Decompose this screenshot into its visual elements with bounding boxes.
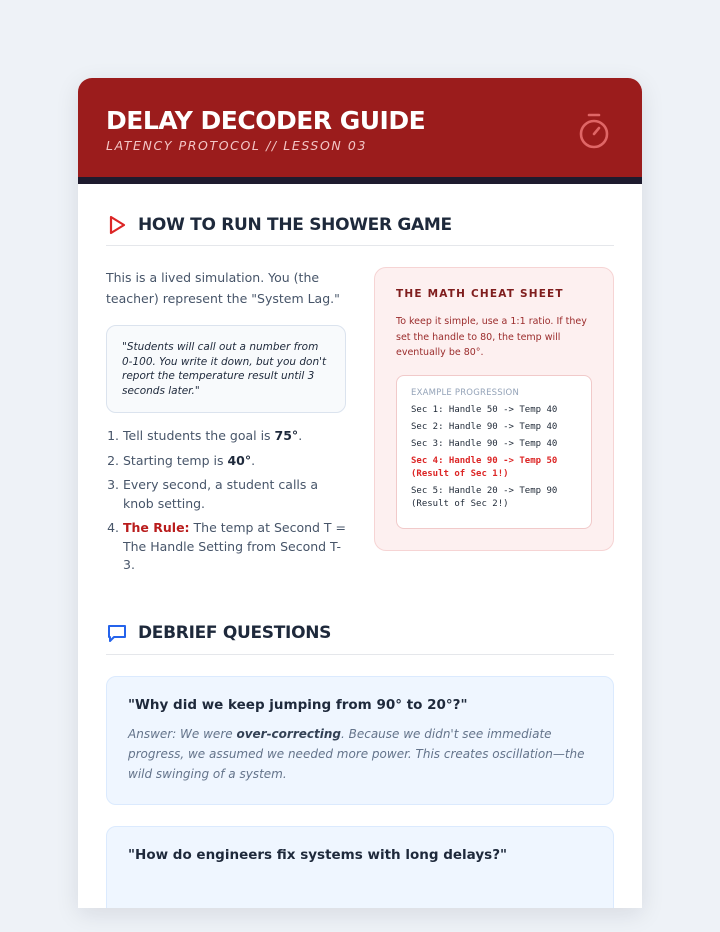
section-header-how-to-run (106, 184, 614, 246)
example-progression (396, 375, 592, 529)
list-item: 3. Every second, a student calls a knob setting. (123, 476, 346, 513)
section-title: HOW TO RUN THE SHOWER GAME (138, 214, 452, 235)
progression-line: Sec 3: Handle 90 -> Temp 40 (411, 438, 558, 449)
progression-line: Sec 2: Handle 90 -> Temp 40 (411, 421, 558, 432)
steps-list (106, 427, 346, 575)
list-item: 2. Starting temp is 40°. (123, 452, 346, 471)
debrief-question-card (106, 826, 614, 909)
debrief-question-card (106, 676, 614, 805)
intro-text: This is a lived simulation. You (the teacher) represent the "System Lag." (106, 270, 340, 306)
progression-label: EXAMPLE PROGRESSION (411, 387, 520, 398)
page-subtitle: LATENCY PROTOCOL // LESSON 03 (106, 138, 368, 153)
instruction-quote: "Students will call out a number from 0-100. You write it down, but you don't report the temperature result until 3 seconds later." (106, 325, 346, 413)
cheat-sheet-title: THE MATH CHEAT SHEET (396, 288, 564, 300)
chat-icon (106, 622, 128, 644)
page-title: DELAY DECODER GUIDE (106, 106, 426, 135)
play-icon (106, 214, 128, 236)
answer-text: Answer: We were over-correcting. Because we didn't see immediate progress, we assumed we needed more power. This creates oscillation—the wild swinging of a system. (128, 726, 585, 781)
section-title: DEBRIEF QUESTIONS (138, 623, 332, 643)
cheat-sheet-text: To keep it simple, use a 1:1 ratio. If they set the handle to 80, the temp will eventually be 80°. (396, 316, 587, 358)
list-item: 1. Tell students the goal is 75°. (123, 427, 346, 446)
list-item: 4. The Rule: The temp at Second T = The Handle Setting from Second T-3. (123, 519, 346, 575)
question-text: "How do engineers fix systems with long delays?" (128, 846, 508, 863)
math-cheat-sheet (374, 267, 614, 551)
progression-line: Sec 5: Handle 20 -> Temp 90 (Result of Sec 2!) (411, 485, 558, 509)
question-text: "Why did we keep jumping from 90° to 20°?" (128, 696, 468, 713)
header-banner (78, 78, 642, 184)
progression-line: Sec 1: Handle 50 -> Temp 40 (411, 404, 558, 415)
progression-line-highlight: Sec 4: Handle 90 -> Temp 50 (Result of Sec 1!) (411, 455, 558, 479)
rule-label: The Rule: (123, 520, 190, 535)
section-header-debrief (106, 593, 614, 655)
guide-card (78, 78, 642, 908)
stopwatch-icon (578, 112, 610, 152)
